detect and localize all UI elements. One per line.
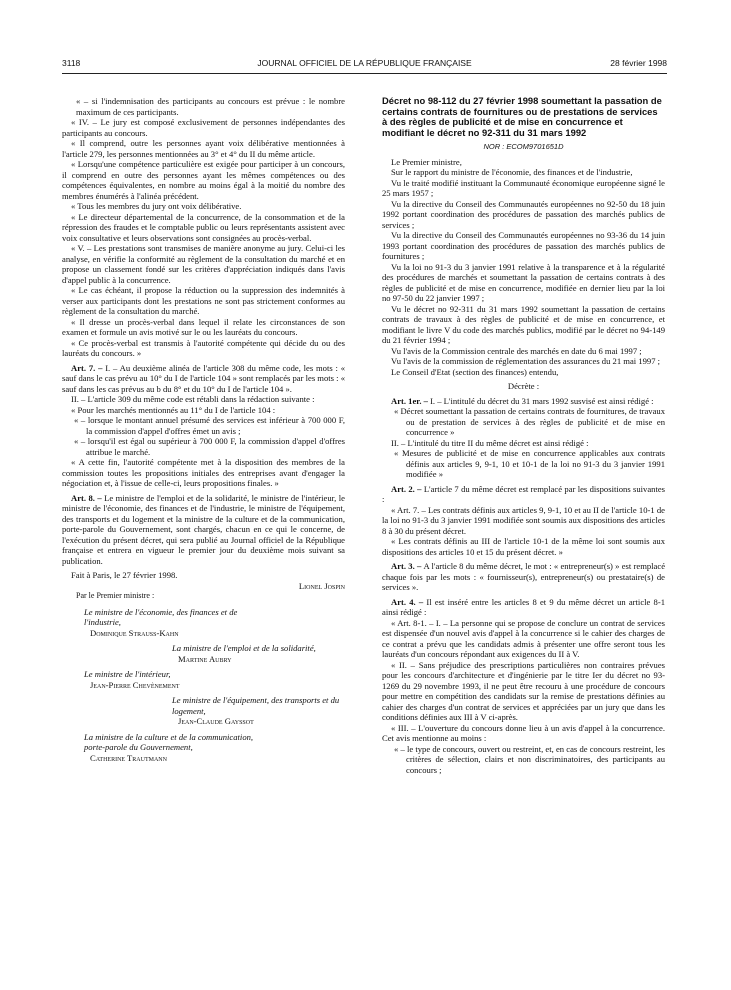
- paragraph-text: « Tous les membres du jury ont voix délibérative.: [71, 201, 242, 211]
- paragraph-text: Vu la loi no 91-3 du 3 janvier 1991 relative à la transparence et à la régularité des procédures de marchés et soumettant la passation de certains contrats à des règles de publicité et de mise en concurrence, modifiée en dernier lieu par la loi no 97-50 du 22 janvier 1997 ;: [382, 261, 665, 304]
- paragraph-text: « – lorsqu'il est égal ou supérieur à 700 000 F, la commission d'appel d'offres attribue le marché.: [74, 436, 345, 457]
- paragraph-text: Vu le décret no 92-311 du 31 mars 1992 soumettant la passation de certains contrats de travaux à des règles de publicité et de mise en concurrence, et modifiant le livre V du code des marchés publics, modifié par le décret no 94-149 du 21 février 1994 ;: [382, 303, 665, 346]
- signatory-name: Jean-Pierre Chevènement: [90, 679, 180, 690]
- paragraph-text: « IV. – Le jury est composé exclusivement de personnes indépendantes des participants au concours.: [62, 117, 345, 138]
- prime-minister-signature: Lionel Jospin: [298, 580, 345, 591]
- paragraph-text: « Lorsqu'une compétence particulière est exigée pour participer à un concours, il comprend en outre des personnes ayant les mêmes compétences ou des compétences équivalentes, en nombre au moins égal à la moitié du nombre des membres énumérés à l'alinéa précédent.: [62, 159, 345, 201]
- paragraph-text: « Pour les marchés mentionnés au 11° du I de l'article 104 :: [71, 404, 276, 415]
- paragraph: [62, 493, 345, 567]
- signatory-name: Jean-Claude Gayssot: [178, 716, 254, 726]
- paragraph: [382, 262, 665, 304]
- paragraph-text: « A cette fin, l'autorité compétente met à la disposition des membres de la commission toutes les propositions initiales des entreprises avant d'engager la négociation et, à l'issue de celle-ci, leurs propositions finales. »: [62, 457, 345, 488]
- left-column: [62, 96, 345, 763]
- paragraph: [382, 178, 665, 199]
- paragraph-text: II. – L'article 309 du même code est rétabli dans la rédaction suivante :: [71, 394, 315, 404]
- paragraph-text: Il est inséré entre les articles 8 et 9 du même décret un article 8-1 ainsi rédigé :: [382, 596, 665, 618]
- article-heading: Art. 7. –: [71, 362, 106, 373]
- paragraph: [62, 243, 345, 285]
- paragraph: [382, 448, 665, 480]
- paragraph-text: « III. – L'ouverture du concours donne lieu à un avis d'appel à la concurrence. Cet avis mentionne au moins :: [382, 722, 665, 744]
- paragraph: [382, 167, 665, 178]
- paragraph-text: A l'article 8 du même décret, le mot : « entrepreneur(s) » est remplacé chaque fois par les mots : « fournisseur(s), entrepreneur(s) ou prestataire(s) de services ».: [382, 561, 666, 593]
- paragraph: [382, 406, 665, 438]
- paragraph: [62, 338, 345, 359]
- paragraph: [62, 317, 345, 338]
- paragraph: [62, 405, 345, 416]
- signatory-name: Martine Aubry: [178, 653, 232, 664]
- journal-title: JOURNAL OFFICIEL DE LA RÉPUBLIQUE FRANÇAISE: [257, 58, 472, 68]
- paragraph: [382, 230, 665, 262]
- paragraph-text: Sur le rapport du ministre de l'économie, des finances et de l'industrie,: [391, 167, 633, 178]
- paragraph: [62, 117, 345, 138]
- article-heading: Art. 4. –: [391, 596, 427, 607]
- paragraph: [382, 723, 665, 744]
- paragraph: [382, 157, 665, 168]
- signatory: [62, 643, 345, 664]
- paragraph-text: Vu la directive du Conseil des Communautés européennes no 93-36 du 14 juin 1993 portant coordination des procédures de passation des marchés publics de fournitures ;: [382, 230, 665, 262]
- paragraph: [382, 367, 665, 378]
- signatory: [62, 695, 345, 727]
- paragraph: [62, 201, 345, 212]
- signatory-role: Le ministre de l'intérieur,: [84, 669, 171, 679]
- paragraph-text: « II. – Sans préjudice des prescriptions particulières non contraires prévues pour les concours d'architecture et d'ingénierie par le titre Ier du décret no 93-1269 du 29 novembre 1993, il ne peut être recouru à une procédure de concours pour mettre en compétition des candidats sur la remise de prestations définies au cahier des charges d'un contrat de services et appréciées par un jury que dans les conditions définies aux III à V ci-après.: [382, 659, 665, 723]
- paragraph-text: I. – L'intitulé du décret du 31 mars 1992 susvisé est ainsi rédigé :: [430, 395, 654, 406]
- paragraph-text: « Le cas échéant, il propose la réduction ou la suppression des indemnités à verser aux participants dont les prestations ne sont pas strictement conformes au règlement de la consultation du marché.: [62, 285, 345, 316]
- decree-title: Décret no 98-112 du 27 février 1998 soumettant la passation de certains contrats de fournitures ou de prestations de services à des règles de publicité et de mise en concurrence et modifiant le décret no 92-311 du 31 mars 1992: [382, 95, 662, 138]
- paragraph-text: « Décret soumettant la passation de certains contrats de fournitures, de travaux ou de prestation de services à des règles de publicité et de mise en concurrence »: [394, 406, 665, 438]
- paragraph: [382, 484, 665, 505]
- left-column-body: [62, 96, 345, 566]
- signatory-role: Le ministre de l'économie, des finances et de l'industrie,: [84, 606, 238, 627]
- paragraph: [62, 436, 345, 457]
- signatory: [62, 732, 345, 764]
- paragraph-text: Vu la directive du Conseil des Communautés européennes no 92-50 du 18 juin 1992 portant coordination des procédures de passation des marchés publics de services ;: [382, 198, 665, 230]
- paragraph: [382, 744, 665, 776]
- paragraph: [62, 363, 345, 395]
- paragraph-text: Le ministre de l'emploi et de la solidarité, le ministre de l'intérieur, le ministre de l'économie, des finances et de l'industrie, le ministre de l'équipement, des transports et du logement et la ministre de la culture et de la communication, porte-parole du Gouvernement, sont chargés, chacun en ce qui le concerne, de l'exécution du présent décret, qui sera publié au Journal officiel de la République française et entrera en vigueur le premier jour du deuxième mois suivant sa publication.: [62, 492, 345, 566]
- article-heading: Art. 3. –: [391, 561, 424, 572]
- paragraph-text: « Ce procès-verbal est transmis à l'autorité compétente qui décide du ou des lauréats du concours. »: [62, 337, 345, 358]
- article-heading: Art. 8. –: [71, 492, 105, 503]
- paragraph: [382, 304, 665, 346]
- paragraph: [382, 438, 665, 449]
- paragraph: [62, 96, 345, 117]
- by-prime-minister: Par le Premier ministre :: [76, 591, 155, 600]
- paragraph-text: II. – L'intitulé du titre II du même décret est ainsi rédigé :: [391, 437, 589, 448]
- paragraph-text: « Il dresse un procès-verbal dans lequel il relate les circonstances de son examen et formule un avis motivé sur le ou les lauréats du concours.: [62, 316, 345, 337]
- paragraph-text: Vu le traité modifié instituant la Communauté économique européenne signé le 25 mars 1957 ;: [382, 177, 665, 199]
- article-heading: Art. 1er. –: [391, 395, 431, 406]
- signatory: [62, 607, 345, 639]
- paragraph: [382, 396, 665, 407]
- paragraph-text: « Les contrats définis au III de l'article 10-1 de la même loi sont soumis aux dispositions des articles 10 et 15 du présent décret. »: [382, 536, 665, 557]
- paragraph: [382, 199, 665, 231]
- paragraph-text: Vu l'avis de la commission de réglementation des assurances du 21 mai 1997 ;: [391, 356, 661, 367]
- page-number: 3118: [62, 58, 81, 68]
- paragraph-text: I. – Au deuxième alinéa de l'article 308 du même code, les mots : « sauf dans le cas prévu au 10° du I de l'article 104 » sont remplacés par les mots : « sauf dans les cas prévus au b du 8° et du 10° du I de l'article 104 ».: [62, 362, 346, 394]
- paragraph-text: Le Conseil d'Etat (section des finances) entendu,: [391, 366, 559, 377]
- paragraph: [62, 394, 345, 405]
- right-column-body: [382, 157, 665, 776]
- paragraph: [62, 415, 345, 436]
- signatory-role: La ministre de l'emploi et de la solidarité,: [172, 643, 316, 653]
- right-column: [382, 96, 665, 775]
- paragraph: [382, 346, 665, 357]
- paragraph-text: « V. – Les prestations sont transmises de manière anonyme au jury. Celui-ci les analyse, en vérifie la conformité au règlement de la consultation du marché et en propose un classement fondé sur les critères d'appréciation indiqués dans l'avis d'appel public à la concurrence.: [62, 243, 345, 285]
- signatories: [62, 607, 345, 764]
- paragraph: [382, 618, 665, 660]
- paragraph-text: « Mesures de publicité et de mise en concurrence applicables aux contrats définis aux articles 9, 9-1, 10 et 10-1 de la loi no 91-3 du 3 janvier 1991 modifiée »: [394, 448, 665, 480]
- signatory: [62, 669, 345, 690]
- article-heading: Art. 2. –: [391, 483, 424, 494]
- publication-date: 28 février 1998: [610, 58, 667, 68]
- paragraph-text: « – le type de concours, ouvert ou restreint, et, en cas de concours restreint, les critères de sélection, clairs et non discriminatoires, des participants au concours ;: [394, 743, 665, 775]
- paragraph: [62, 212, 345, 244]
- paragraph-text: « Art. 8-1. – I. – La personne qui se propose de conclure un contrat de services est dispensée d'un nouvel avis d'appel à la concurrence si le cahier des charges de ce contrat a prévu que les candidats admis à présenter une offre seront tous les lauréats d'un concours répondant aux exigences du II à V.: [382, 617, 665, 660]
- paragraph-text: « Il comprend, outre les personnes ayant voix délibérative mentionnées à l'article 279, les personnes mentionnées au 3° et 4° du II du même article.: [62, 138, 345, 159]
- paragraph-text: « – si l'indemnisation des participants au concours est prévue : le nombre maximum de ces participants.: [76, 96, 345, 117]
- paragraph: [382, 356, 665, 367]
- header-rule: [62, 73, 667, 74]
- paragraph: [62, 457, 345, 489]
- paragraph: [62, 285, 345, 317]
- signatory-name: Catherine Trautmann: [90, 752, 167, 763]
- nor-reference: NOR : ECOM9701651D: [483, 142, 564, 152]
- paragraph: [382, 381, 665, 392]
- paragraph-text: Le Premier ministre,: [391, 156, 462, 167]
- paragraph-text: L'article 7 du même décret est remplacé par les dispositions suivantes :: [382, 483, 666, 505]
- paragraph: [62, 159, 345, 201]
- paragraph: [382, 597, 665, 618]
- paragraph: [382, 505, 665, 537]
- signatory-name: Dominique Strauss-Kahn: [90, 627, 179, 638]
- place-date: Fait à Paris, le 27 février 1998.: [71, 570, 178, 580]
- signatory-role: Le ministre de l'équipement, des transports et du logement,: [172, 695, 340, 716]
- page-header: [62, 58, 667, 72]
- paragraph-text: « Le directeur départemental de la concurrence, de la consommation et de la répression des fraudes et le comptable public ou leurs représentants assistent avec voix consultative et leurs observations sont consignées au procès-verbal.: [62, 211, 345, 243]
- paragraph: [382, 536, 665, 557]
- paragraph-text: Vu l'avis de la Commission centrale des marchés en date du 6 mai 1997 ;: [391, 345, 642, 356]
- paragraph-text: Décrète :: [507, 381, 540, 392]
- paragraph-text: « Art. 7. – Les contrats définis aux articles 9, 9-1, 10 et au II de l'article 10-1 de la loi no 91-3 du 3 janvier 1991 modifiée sont soumis aux dispositions des articles 8 à 30 du présent décret.: [382, 504, 665, 536]
- paragraph: [382, 561, 665, 593]
- paragraph: [382, 660, 665, 723]
- paragraph: [62, 138, 345, 159]
- signatory-role: La ministre de la culture et de la communication, porte-parole du Gouvernement,: [84, 731, 254, 752]
- paragraph-text: « – lorsque le montant annuel présumé des services est inférieur à 700 000 F, la commission d'appel d'offres émet un avis ;: [74, 415, 345, 436]
